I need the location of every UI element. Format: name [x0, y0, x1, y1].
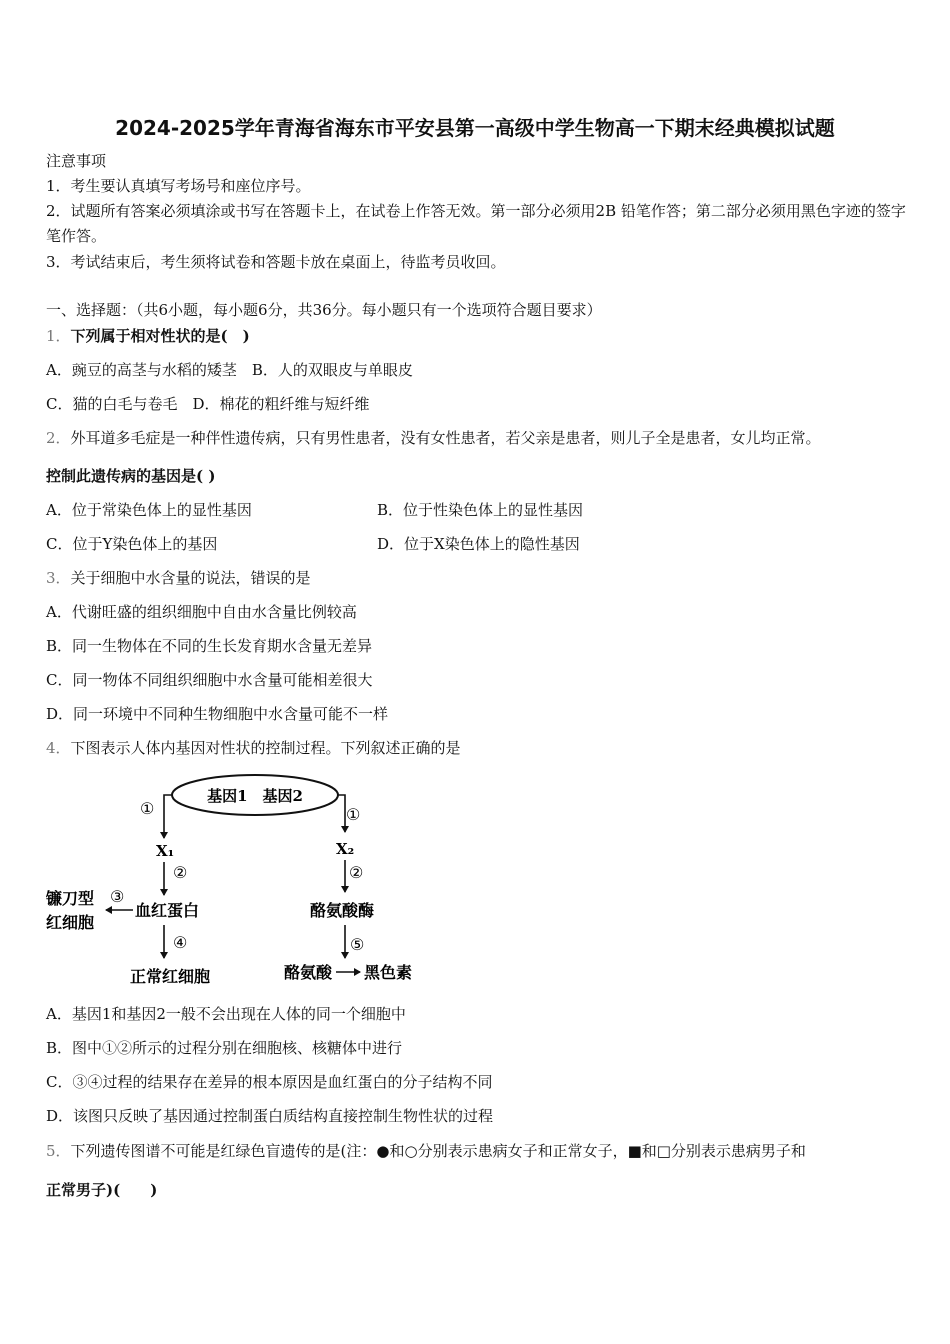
page-title: 2024-2025学年青海省海东市平安县第一高级中学生物高一下期末经典模拟试题 [115, 116, 835, 140]
step-4-label: ④ [173, 933, 188, 952]
right-branch-line [338, 795, 345, 832]
notice-item-1: 1．考生要认真填写考场号和座位序号。 [46, 177, 311, 195]
question-2 [46, 428, 821, 448]
gene-control-diagram [40, 770, 460, 995]
gene-oval-label: 基因1 基因2 [207, 787, 303, 805]
question-3-option-c: C．同一物体不同组织细胞中水含量可能相差很大 [46, 671, 373, 689]
question-number: 4． [46, 739, 71, 757]
question-3-option-b: B．同一生物体在不同的生长发育期水含量无差异 [46, 637, 373, 655]
step-5-label: ⑤ [350, 935, 365, 954]
step-2-right-label: ② [349, 863, 364, 882]
question-number: 5． [46, 1142, 71, 1160]
question-3-option-d: D．同一环境中不同种生物细胞中水含量可能不一样 [46, 705, 389, 723]
question-stem: 下列属于相对性状的是( ) [70, 327, 250, 345]
hemoglobin-label: 血红蛋白 [135, 901, 200, 920]
question-4 [46, 738, 461, 758]
left-branch-line [164, 795, 172, 838]
step-1-left-label: ① [140, 799, 155, 818]
notice-item-2: 2．试题所有答案必须填涂或书写在答题卡上，在试卷上作答无效。第一部分必须用2B 铅笔作答；第二部分必须用黑色字迹的签字笔作答。 [46, 202, 906, 245]
question-4-option-d: D．该图只反映了基因通过控制蛋白质结构直接控制生物性状的过程 [46, 1107, 494, 1125]
x1-label: X₁ [156, 842, 175, 860]
step-1-right-label: ① [346, 805, 361, 824]
question-2-option-d: D．位于X染色体上的隐性基因 [377, 535, 580, 553]
question-number: 3． [46, 569, 71, 587]
question-stem: 外耳道多毛症是一种伴性遗传病，只有男性患者，没有女性患者，若父亲是患者，则儿子全是患者，女儿均正常。 [70, 429, 821, 447]
question-3 [46, 568, 311, 588]
question-4-option-a: A．基因1和基因2一般不会出现在人体的同一个细胞中 [46, 1005, 406, 1023]
question-4-option-c: C．③④过程的结果存在差异的根本原因是血红蛋白的分子结构不同 [46, 1073, 493, 1091]
question-number: 2． [46, 429, 71, 447]
x2-label: X₂ [336, 840, 355, 858]
question-3-option-a: A．代谢旺盛的组织细胞中自由水含量比例较高 [46, 603, 357, 621]
question-5-stem-cont: 正常男子)( ) [46, 1181, 158, 1199]
tyrosinase-label: 酪氨酸酶 [310, 901, 375, 920]
notice-item-3: 3．考试结束后，考生须将试卷和答题卡放在桌面上，待监考员收回。 [46, 253, 506, 271]
step-3-label: ③ [110, 887, 125, 906]
question-stem: 关于细胞中水含量的说法，错误的是 [70, 569, 311, 587]
question-stem: 下列遗传图谱不可能是红绿色盲遗传的是(注：●和○分别表示患病女子和正常女子，■和□分别表示患病男子和 [70, 1142, 806, 1160]
question-5 [46, 1141, 806, 1161]
tyrosine-label: 酪氨酸 [284, 963, 333, 982]
question-1-options-row-1: A．豌豆的高茎与水稻的矮茎 B．人的双眼皮与单眼皮 [46, 361, 413, 379]
step-2-left-label: ② [173, 863, 188, 882]
question-1-options-row-2: C．猫的白毛与卷毛 D．棉花的粗纤维与短纤维 [46, 395, 370, 413]
melanin-label: 黑色素 [364, 963, 413, 982]
question-2-option-c: C．位于Y染色体上的基因 [46, 535, 218, 553]
sickle-cell-label-line-1: 镰刀型 [46, 889, 95, 908]
sickle-cell-label-line-2: 红细胞 [46, 913, 95, 932]
section-heading: 一、选择题：（共6小题，每小题6分，共36分。每小题只有一个选项符合题目要求） [46, 301, 602, 319]
question-number: 1． [46, 327, 71, 345]
question-4-option-b: B．图中①②所示的过程分别在细胞核、核糖体中进行 [46, 1039, 403, 1057]
normal-rbc-label: 正常红细胞 [130, 967, 211, 986]
question-2-option-a: A．位于常染色体上的显性基因 [46, 501, 252, 519]
question-2-option-b: B．位于性染色体上的显性基因 [377, 501, 584, 519]
notice-heading: 注意事项 [46, 152, 107, 170]
question-1 [46, 326, 250, 346]
question-2-stem-cont: 控制此遗传病的基因是( ) [46, 467, 216, 485]
question-stem: 下图表示人体内基因对性状的控制过程。下列叙述正确的是 [70, 739, 461, 757]
